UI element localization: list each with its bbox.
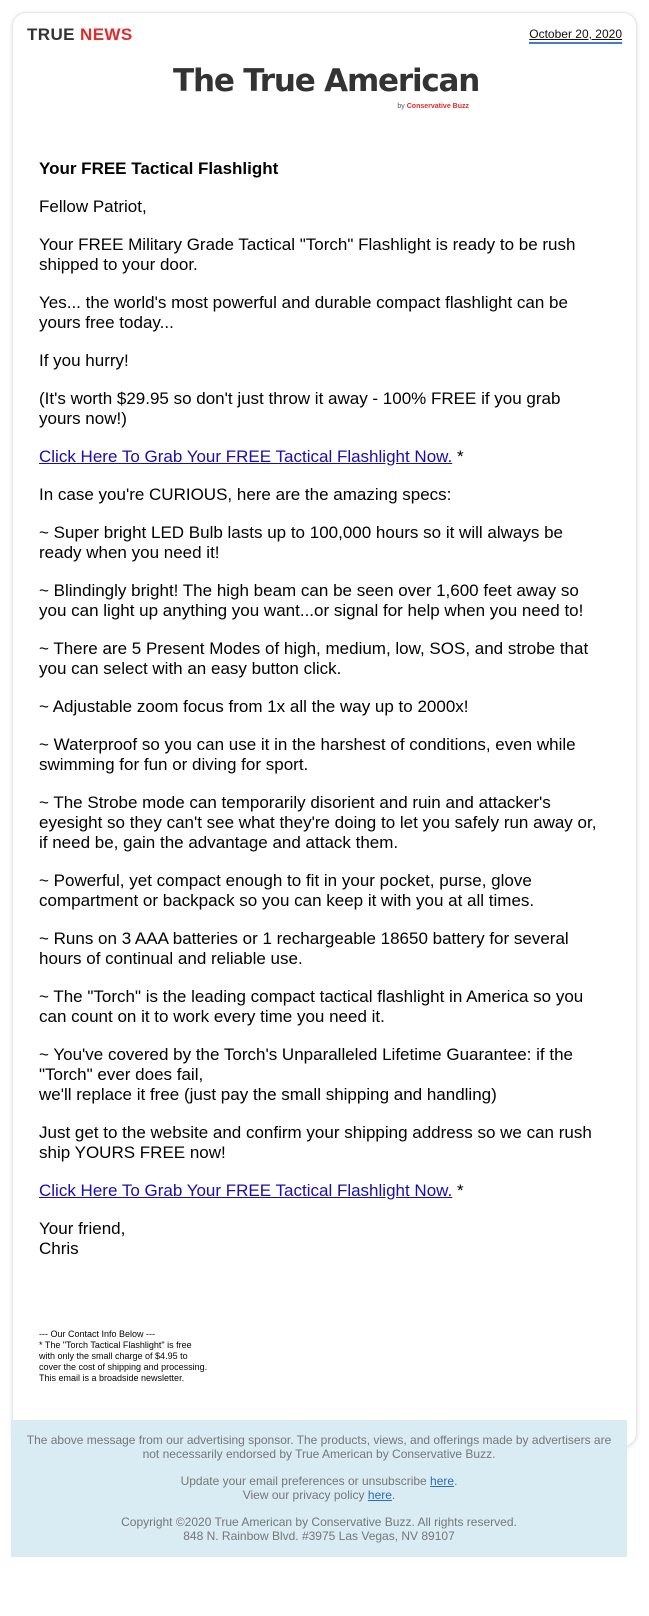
brand-true: TRUE <box>27 25 75 44</box>
email-body <box>39 159 604 1277</box>
period: . <box>391 1488 396 1502</box>
spec-item: ~ Powerful, yet compact enough to fit in your pocket, purse, glove compartment or backpack so you can keep it with you at all times. <box>39 871 535 910</box>
brand-news: NEWS <box>80 25 133 44</box>
email-card <box>12 12 637 1447</box>
cta-link[interactable]: Click Here To Grab Your FREE Tactical Flashlight Now. <box>39 447 453 466</box>
privacy-policy-link[interactable]: here <box>367 1488 392 1502</box>
footer-links <box>21 1474 617 1502</box>
paragraph: (It's worth $29.95 so don't just throw it away - 100% FREE if you grab yours now!) <box>39 389 561 428</box>
logo-title: The True American <box>173 63 480 99</box>
spec-item: ~ The Strobe mode can temporarily disorient and ruin and attacker's eyesight so they can't see what they're doing to let you safely run away or, if need be, gain the advantage and attack them. <box>39 793 597 852</box>
logo-by-brand: Conservative Buzz <box>406 103 469 110</box>
unsubscribe-link[interactable]: here <box>430 1474 455 1488</box>
email-footer <box>11 1420 627 1557</box>
postal-address: 848 N. Rainbow Blvd. #3975 Las Vegas, NV 89107 <box>183 1529 455 1543</box>
paragraph: If you hurry! <box>39 351 129 370</box>
spec-item: ~ Waterproof so you can use it in the harshest of conditions, even while swimming for fun or diving for sport. <box>39 735 576 774</box>
cta-paragraph <box>39 1181 604 1201</box>
footer-disclaimer: The above message from our advertising sponsor. The products, views, and offerings made by advertisers are not necessarily endorsed by True American by Conservative Buzz. <box>26 1433 612 1461</box>
logo-by-word: by <box>397 103 405 110</box>
cta-paragraph <box>39 447 604 467</box>
copyright-text: Copyright ©2020 True American by Conservative Buzz. All rights reserved. <box>121 1515 517 1529</box>
cta-link[interactable]: Click Here To Grab Your FREE Tactical Flashlight Now. <box>39 1181 453 1200</box>
cta-asterisk: * <box>452 1181 464 1200</box>
fine-print-line: This email is a broadside newsletter. <box>39 1373 185 1383</box>
prefs-text: Update your email preferences or unsubscribe <box>180 1474 431 1488</box>
paragraph: Yes... the world's most powerful and durable compact flashlight can be yours free today... <box>39 293 568 332</box>
fine-print <box>39 1329 299 1384</box>
fine-print-line: cover the cost of shipping and processing. <box>39 1362 208 1372</box>
signoff <box>39 1219 604 1259</box>
footer-copyright <box>21 1515 617 1543</box>
period: . <box>454 1474 458 1488</box>
spec-item: ~ Blindingly bright! The high beam can be seen over 1,600 feet away so you can light up anything you want...or signal for help when you need to! <box>39 581 584 620</box>
spec-item: ~ There are 5 Present Modes of high, medium, low, SOS, and strobe that you can select with an easy button click. <box>39 639 589 678</box>
guarantee-line: ~ You've covered by the Torch's Unparalleled Lifetime Guarantee: if the "Torch" ever does fail, <box>39 1045 573 1084</box>
spec-item: ~ Super bright LED Bulb lasts up to 100,000 hours so it will always be ready when you need it! <box>39 523 563 562</box>
email-date[interactable]: October 20, 2020 <box>529 27 622 44</box>
signoff-line: Your friend, <box>39 1219 126 1238</box>
guarantee-item <box>39 1045 604 1105</box>
closing-paragraph: Just get to the website and confirm your shipping address so we can rush ship YOURS FREE now! <box>39 1123 592 1162</box>
greeting: Fellow Patriot, <box>39 197 147 216</box>
logo-byline <box>397 103 469 110</box>
privacy-text: View our privacy policy <box>242 1488 368 1502</box>
fine-print-line: with only the small charge of $4.95 to <box>39 1351 188 1361</box>
cta-asterisk: * <box>452 447 464 466</box>
spec-item: ~ Adjustable zoom focus from 1x all the way up to 2000x! <box>39 697 469 716</box>
fine-print-line: --- Our Contact Info Below --- <box>39 1329 156 1339</box>
fine-print-line: * The "Torch Tactical Flashlight" is free <box>39 1340 192 1350</box>
guarantee-line: we'll replace it free (just pay the small shipping and handling) <box>39 1085 497 1104</box>
paragraph: Your FREE Military Grade Tactical "Torch" Flashlight is ready to be rush shipped to your door. <box>39 235 576 274</box>
specs-intro: In case you're CURIOUS, here are the amazing specs: <box>39 485 452 504</box>
signature: Chris <box>39 1239 79 1258</box>
spec-item: ~ The "Torch" is the leading compact tactical flashlight in America so you can count on it to work every time you need it. <box>39 987 584 1026</box>
spec-item: ~ Runs on 3 AAA batteries or 1 rechargeable 18650 battery for several hours of continual and reliable use. <box>39 929 569 968</box>
email-heading: Your FREE Tactical Flashlight <box>39 159 279 178</box>
true-american-logo[interactable] <box>173 63 480 121</box>
true-news-logo[interactable] <box>27 25 133 45</box>
